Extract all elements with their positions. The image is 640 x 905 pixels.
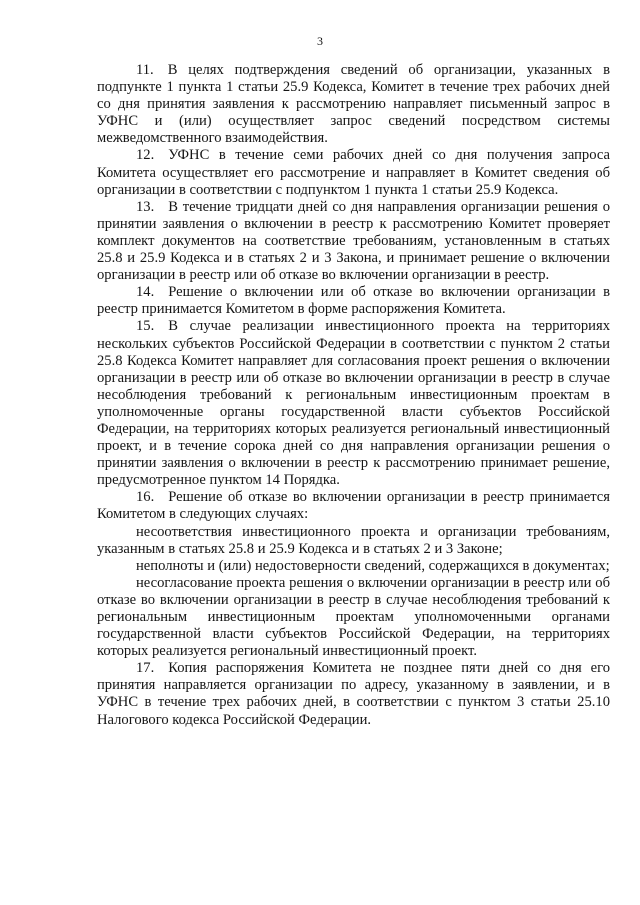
paragraph-text: УФНС в течение семи рабочих дней со дня получения запроса Комитета осуществляет его рассмотрение и направляет в Комитет сведения об организации в соответствии с подпунктом 1 пункта 1 статьи 25.9 Кодекса. (97, 147, 610, 198)
paragraph-15 (97, 318, 610, 489)
paragraph-13 (97, 199, 610, 284)
paragraph-text: В случае реализации инвестиционного проекта на территориях нескольких субъектов Российской Федерации в соответствии с пунктом 2 статьи 25.8 Кодекса Комитет направляет для согласования проект решения о включении организации в реестр или об отказе во включении организации в реестр в случае несоблюдения требований к региональным инвестиционным проектам в уполномоченные органы государственной власти субъектов Российской Федерации, на территориях которых реализуется региональный инвестиционный проект, и в течение сорока дней со дня направления организации решения о принятии заявления о включении в реестр к рассмотрению принимает решение, предусмотренное пунктом 14 Порядка. (97, 318, 610, 489)
page-number: 3 (317, 34, 323, 48)
paragraph-text: В течение тридцати дней со дня направления организации решения о принятии заявления о включении в реестр к рассмотрению Комитет проверяет комплект документов на соответствие требованиям, установленным в статьях 25.8 и 25.9 Кодекса и в статьях 2 и 3 Закона, и принимает решение о включении организации в реестр или об отказе во включении организации в реестр. (97, 198, 610, 284)
paragraph-number: 14. (136, 284, 155, 301)
paragraph-number: 13. (136, 198, 155, 215)
paragraph-number: 17. (136, 660, 155, 677)
paragraph-text: неполноты и (или) недостоверности сведений, содержащихся в документах; (136, 557, 610, 574)
paragraph-11 (97, 62, 610, 147)
paragraph-14 (97, 284, 610, 318)
paragraph-number: 12. (136, 147, 155, 164)
document-body (97, 62, 610, 729)
paragraph-16 (97, 489, 610, 523)
paragraph-17 (97, 660, 610, 728)
list-item-non-approval (97, 575, 610, 660)
paragraph-text: Решение об отказе во включении организации в реестр принимается Комитетом в следующих случаях: (97, 489, 610, 523)
paragraph-12 (97, 147, 610, 198)
paragraph-text: несоответствия инвестиционного проекта и организации требованиям, указанным в статьях 25.8 и 25.9 Кодекса и в статьях 2 и 3 Законе; (97, 523, 610, 557)
paragraph-number: 15. (136, 318, 155, 335)
paragraph-text: Решение о включении или об отказе во включении организации в реестр принимается Комитетом в форме распоряжения Комитета. (97, 284, 610, 318)
paragraph-text: несогласование проекта решения о включении организации в реестр или об отказе во включении организации в реестр в случае несоблюдения требований к региональным инвестиционным проектам уполномоченными органами государственной власти субъектов Российской Федерации, на территориях которых реализуется региональный инвестиционный проект. (97, 574, 610, 660)
paragraph-number: 11. (136, 62, 154, 78)
paragraph-number: 16. (136, 489, 155, 506)
list-item-nonconformity (97, 524, 610, 558)
paragraph-text: В целях подтверждения сведений об организации, указанных в подпункте 1 пункта 1 статьи 25.9 Кодекса, Комитет в течение трех рабочих дней со дня принятия заявления к рассмотрению направляет письменный запрос в УФНС и (или) осуществляет запрос сведений посредством системы межведомственного взаимодействия. (97, 62, 610, 147)
paragraph-text: Копия распоряжения Комитета не позднее пяти дней со дня его принятия направляется организации по адресу, указанному в заявлении, и в УФНС в течение трех рабочих дней, в соответствии с пунктом 3 статьи 25.10 Налогового кодекса Российской Федерации. (97, 660, 610, 728)
list-item-incompleteness (97, 558, 610, 575)
